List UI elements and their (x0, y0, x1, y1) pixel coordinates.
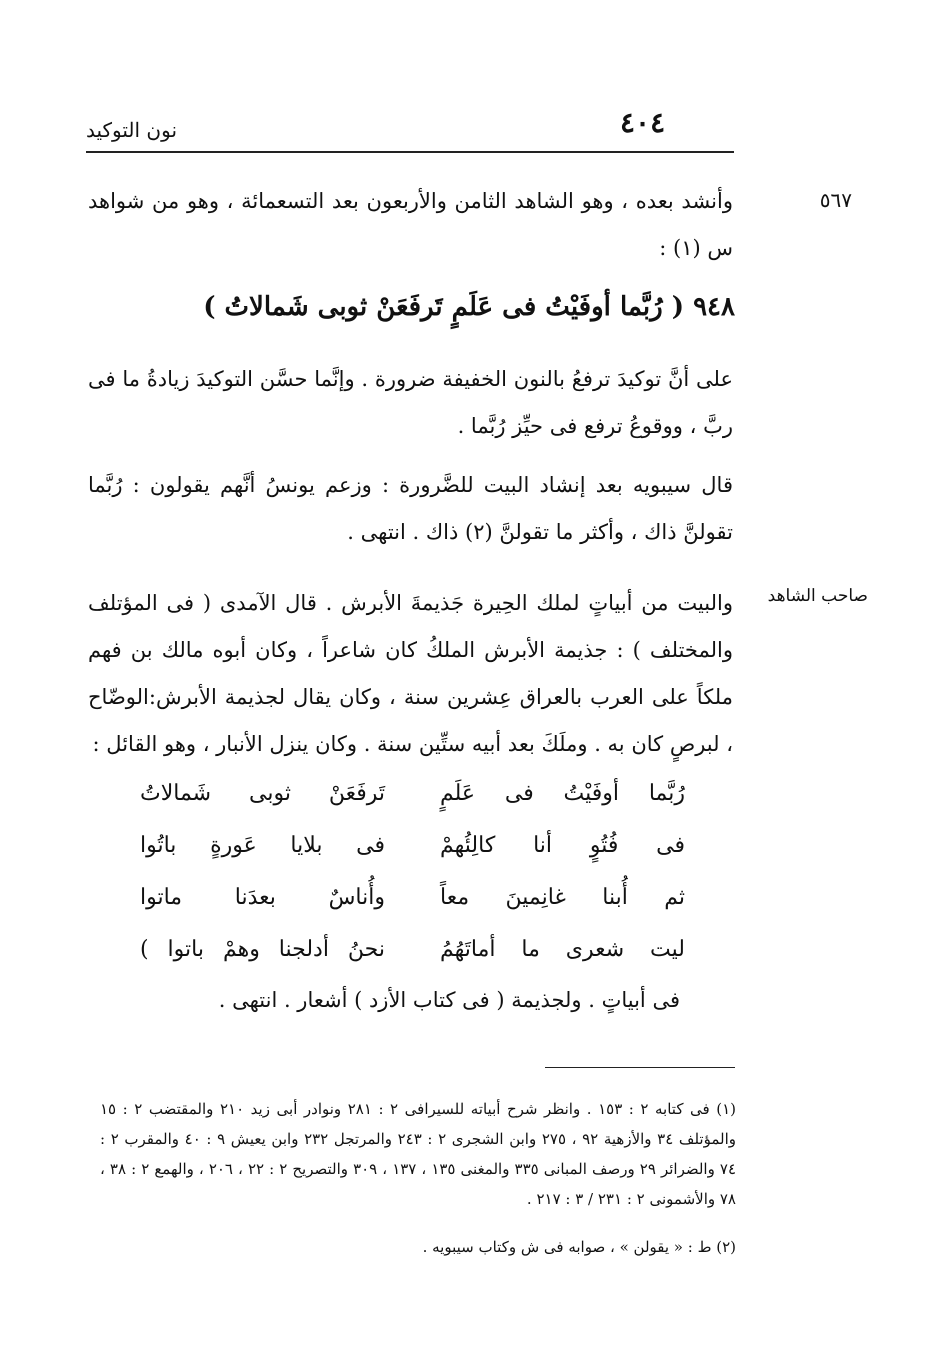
poem-line (140, 872, 685, 924)
header-divider (86, 151, 734, 153)
footnote-2: (٢) ط : « يقولن » ، صوابه فى ش وكتاب سيبويه . (422, 1238, 736, 1256)
poem-hemistich: ثم أُبنا غانِمينَ معاً (440, 885, 685, 910)
footnote-1: (١) فى كتابه ٢ : ١٥٣ . وانظر شرح أبياته للسيرافى ٢ : ٢٨١ ونوادر أبى زيد ٢١٠ والمقتضب ٢ : ١٥ والمؤتلف ٣٤ والأزهية ٩٢ ، ٢٧٥ وابن الشجرى ٢ : ٢٤٣ والمرتجل ٢٣٢ وابن يعيش ٩ : ٤٠ والمقرب ٢ : ٧٤ والضرائر ٢٩ ورصف المبانى ٣٣٥ والمغنى ١٣٥ ، ١٣٧ ، ٣٠٩ والتصريح ٢ : ٢٢ ، ٢٠٦ ، والهمع ٢ : ٣٨ ، ٧٨ والأشمونى ٢ : ٢٣١ / ٣ : ٢١٧ . (100, 1100, 737, 1208)
paragraph-intro: وأنشد بعده ، وهو الشاهد الثامن والأربعون بعد التسعمائة ، وهو من شواهد س (١) : (88, 189, 733, 260)
poem-hemistich: فى فُتُوٍ أنا كالِئُهمْ (440, 833, 685, 858)
poem-closing: فى أبياتٍ . ولجذيمة ( فى كتاب الأزد ) أشعار . انتهى . (218, 988, 680, 1012)
paragraph-sibawayh: قال سيبويه بعد إنشاد البيت للضَّرورة : وزعم يونسُ أنَّهم يقولون : رُبَّما تقولنَّ ذاك ، وأكثر ما تقولنَّ (٢) ذاك . انتهى . (88, 473, 733, 544)
poem-line (140, 924, 685, 976)
poem-hemistich: رُبَّما أوفَيْتُ فى عَلَمٍ (440, 781, 685, 806)
running-header-title: نون التوكيد (86, 118, 178, 142)
poem-hemistich: ليت شعرى ما أماتَهُمُ (440, 937, 685, 962)
page-number: ٤٠٤ (620, 106, 666, 139)
poem-hemistich: تَرفَعَنْ ثوبى شَمالاتُ (140, 781, 385, 806)
verse-948: ٩٤٨ ( رُبَّما أوفَيْتُ فى عَلَمٍ تَرفَعَنْ ثوبى شَمالاتُ ) (203, 292, 735, 322)
poem-hemistich: نحنُ أدلجنا وهمْ باتوا ) (140, 937, 385, 962)
poem (140, 768, 685, 976)
poem-hemistich: فى بلايا عَورةٍ باتُوا (140, 833, 385, 858)
poem-hemistich: وأُناسٌ بعدَنا ماتوا (140, 885, 385, 910)
paragraph-poet: والبيت من أبياتٍ لملك الحِيرة جَذيمةَ الأبرش . قال الآمدى ( فى المؤتلف والمختلف ) : جذيمة الأبرش الملكُ كان شاعراً ، وكان أبوه مالك بن فهم ملكاً على العرب بالعراق عِشرين سنة ، وكان يقال لجذيمة الأبرش:الوضّاح ، لبرصٍ كان به . وملَكَ بعد أبيه ستِّين سنة . وكان ينزل الأنبار ، وهو القائل : (88, 591, 733, 756)
entry-number: ٥٦٧ (819, 188, 852, 212)
poem-line (140, 768, 685, 820)
poem-line (140, 820, 685, 872)
paragraph-grammar: على أنَّ توكيدَ ترفعُ بالنون الخفيفة ضرورة . وإنَّما حسَّن التوكيدَ زيادةُ ما فى ربَّ ، ووقوعُ ترفع فى حيِّز رُبَّما . (88, 367, 733, 438)
footnote-divider (545, 1067, 735, 1068)
margin-note: صاحب الشاهد (767, 586, 868, 606)
